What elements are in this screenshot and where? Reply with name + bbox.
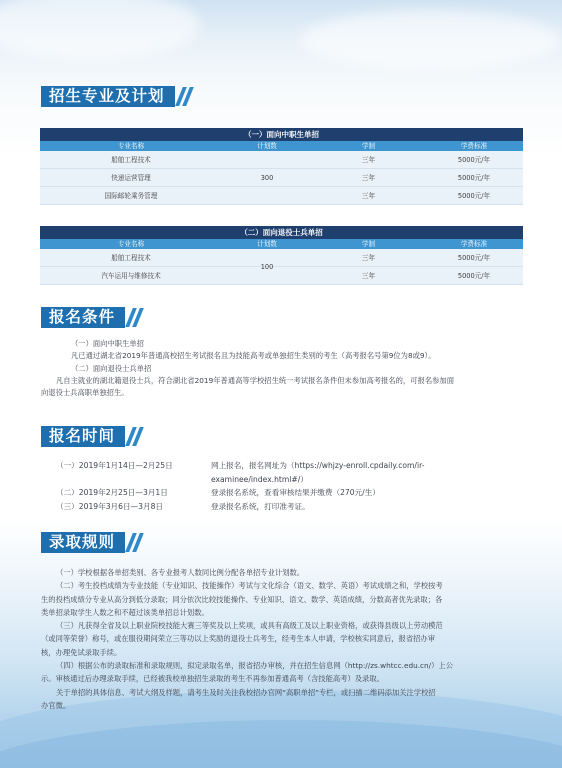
rule-line: 办官微。 xyxy=(41,700,71,710)
rule-line: 核，办理免试录取手续。 xyxy=(41,647,122,657)
cell-major: 汽车运用与维修技术 xyxy=(101,272,161,280)
time-desc: 登录报名系统，打印准考证。 xyxy=(211,501,310,511)
time-item xyxy=(56,500,526,514)
rule-line: 示。审核通过后办理录取手续，已经被我校单独招生录取的考生不再参加普通高考（含技能高考）及录取。 xyxy=(41,674,384,684)
cell-fee: 5000元/年 xyxy=(457,156,491,164)
table-vocational xyxy=(40,128,523,205)
cell-major: 船舶工程技术 xyxy=(111,156,151,164)
cell-major: 船舶工程技术 xyxy=(111,254,151,262)
rule-line: 类单招录取学生人数之和不超过该类单招总计划数。 xyxy=(41,607,209,617)
cloud-decoration xyxy=(300,10,560,70)
condition-text: 凡自主就业的湖北籍退役士兵，符合湖北省2019年普通高等学校招生统一考试报名条件但未参加高考报名的，可报名参加面 xyxy=(56,376,455,385)
slash-decoration xyxy=(129,308,140,327)
time-item xyxy=(56,486,526,500)
table-body xyxy=(40,151,523,205)
section-title: 招生专业及计划 xyxy=(41,86,175,107)
col-header-fee: 学费标准 xyxy=(460,142,488,150)
cell-duration: 三年 xyxy=(361,156,376,164)
section-title: 报名条件 xyxy=(41,307,125,328)
conditions-text-b xyxy=(41,375,526,400)
cell-fee: 5000元/年 xyxy=(457,192,491,200)
slash-decoration xyxy=(129,533,140,552)
col-header-duration: 学制 xyxy=(361,142,376,150)
cell-duration: 三年 xyxy=(361,174,376,182)
cell-fee: 5000元/年 xyxy=(457,254,491,262)
section-title: 报名时间 xyxy=(41,426,125,447)
col-header-plan: 计划数 xyxy=(257,142,277,150)
rule-line: （或同等荣誉）称号，或在服役期间荣立三等功以上奖励的退役士兵考生，经考生本人申请，学校核实同意后，报省招办审 xyxy=(41,634,436,644)
cell-duration: 三年 xyxy=(361,254,376,262)
time-date: （二）2019年2月25日—3月1日 xyxy=(56,488,168,497)
cell-duration: 三年 xyxy=(361,272,376,280)
col-header-major: 专业名称 xyxy=(117,240,145,248)
cell-major: 快递运营管理 xyxy=(111,174,151,182)
section-header-plan xyxy=(41,86,190,107)
cell-fee: 5000元/年 xyxy=(457,174,491,182)
table-veterans xyxy=(40,226,523,285)
time-date: （一）2019年1月14日—2月25日 xyxy=(56,461,173,470)
table-caption: （一）面向中职生单招 xyxy=(40,128,523,141)
cell-major: 国际邮轮乘务管理 xyxy=(104,192,158,200)
time-desc: examinee/index.html#/） xyxy=(211,474,308,484)
cell-plan-count: 100 xyxy=(260,263,274,271)
table-caption: （二）面向退役士兵单招 xyxy=(40,226,523,239)
col-header-duration: 学制 xyxy=(361,240,376,248)
rule-line: 生的投档成绩分专业从高分到低分录取；同分依次比较技能操作、专业知识、语文、数学、英语成绩，分数高者优先录取；各 xyxy=(41,594,443,604)
condition-text: 凡已通过湖北省2019年普通高校招生考试报名且为技能高考或单独招生类别的考生（高考报名号第9位为8或9）。 xyxy=(71,351,436,361)
cloud-decoration xyxy=(0,0,200,60)
time-list xyxy=(56,459,526,513)
table-header xyxy=(40,141,523,151)
rules-text xyxy=(41,566,526,712)
col-header-fee: 学费标准 xyxy=(460,240,488,248)
time-date xyxy=(56,473,211,487)
slash-decoration xyxy=(179,87,190,106)
section-title: 录取规则 xyxy=(41,532,125,553)
cell-fee: 5000元/年 xyxy=(457,272,491,280)
section-header-conditions xyxy=(41,307,140,328)
rule-line: （三）凡获得全省及以上职业院校技能大赛三等奖及以上奖项，或具有高级工及以上职业资格，或获得县级以上劳动模范 xyxy=(56,621,443,631)
table-header xyxy=(40,239,523,249)
rule-line: （二）考生投档成绩为专业技能（专业知识、技能操作）考试与文化综合（语文、数学、英语）考试成绩之和，学校按考 xyxy=(56,581,443,591)
slash-decoration xyxy=(129,427,140,446)
conditions-text xyxy=(56,338,526,375)
time-item xyxy=(56,459,526,473)
cell-duration: 三年 xyxy=(361,192,376,200)
table-body xyxy=(40,249,523,285)
condition-title: （二）面向退役士兵单招 xyxy=(71,363,152,373)
rule-line: （四）根据公布的录取标准和录取规则，拟定录取名单，报省招办审核，并在招生信息网（http://zs.whtcc.edu.cn/）上公 xyxy=(56,661,454,671)
time-desc: 网上报名，报名网址为（https://whjzy-enroll.cpdaily.com/ir- xyxy=(211,461,425,470)
condition-text: 向退役士兵高职单独招生。 xyxy=(41,388,129,398)
time-date: （三）2019年3月6日—3月8日 xyxy=(56,501,163,511)
section-header-time xyxy=(41,426,140,447)
section-header-rules xyxy=(41,532,140,553)
time-desc: 登录报名系统，查看审核结果并缴费（270元/生） xyxy=(211,488,380,497)
condition-title: （一）面向中职生单招 xyxy=(71,339,144,348)
time-item xyxy=(56,473,526,487)
col-header-major: 专业名称 xyxy=(117,142,145,150)
cell-plan-count: 300 xyxy=(260,174,274,182)
rule-line: 关于单招的具体信息、考试大纲及样题，请考生及时关注我校招办官网“高职单招”专栏，或扫描二维码添加关注学校招 xyxy=(56,687,436,697)
rule-line: （一）学校根据各单招类别、各专业报考人数同比例分配各单招专业计划数。 xyxy=(56,568,305,577)
col-header-plan: 计划数 xyxy=(257,240,277,248)
